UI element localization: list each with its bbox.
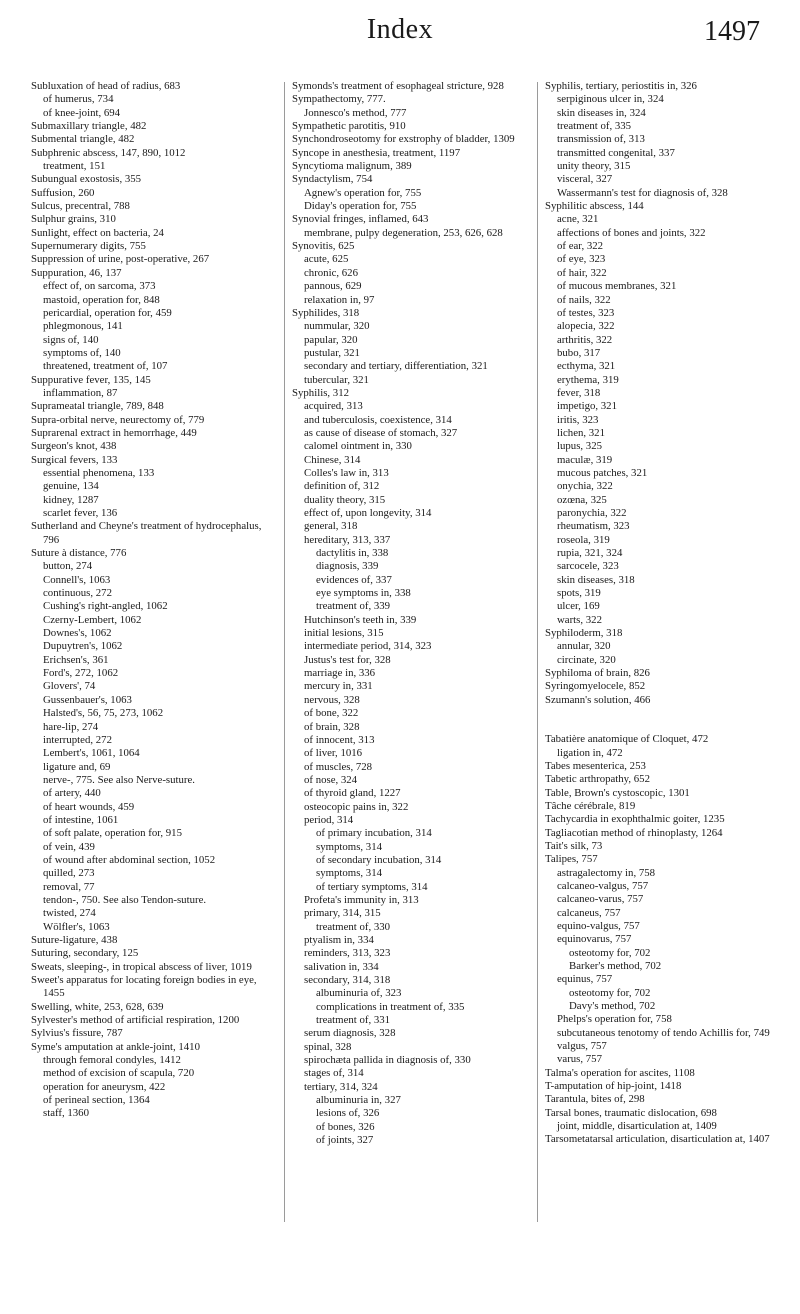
index-subentry: Erichsen's, 361 (43, 653, 109, 666)
index-subentry: period, 314 (304, 813, 354, 826)
index-entry: Tachycardia in exophthalmic goiter, 1235 (545, 813, 725, 826)
index-subentry: of soft palate, operation for, 915 (43, 827, 182, 840)
index-subentry: stages of, 314 (304, 1067, 364, 1080)
index-subentry: complications in treatment of, 335 (316, 1000, 465, 1013)
index-entry: Sylvester's method of artificial respiration, 1200 (31, 1014, 240, 1027)
index-subentry: Phelps's operation for, 758 (557, 1013, 672, 1026)
index-subentry: membrane, pulpy degeneration, 253, 626, 628 (304, 226, 503, 239)
index-column-1 (31, 80, 271, 1121)
index-subentry: quilled, 273 (43, 867, 95, 880)
index-subentry: rheumatism, 323 (557, 520, 630, 533)
index-column-3 (545, 80, 780, 1147)
index-subentry: ulcer, 169 (557, 600, 600, 613)
index-subentry: twisted, 274 (43, 907, 96, 920)
index-subentry: nervous, 328 (304, 693, 360, 706)
index-subentry: lupus, 325 (557, 440, 602, 453)
index-subentry: serpiginous ulcer in, 324 (557, 93, 664, 106)
index-subentry: interrupted, 272 (43, 733, 112, 746)
index-entry: Syphiloma of brain, 826 (545, 667, 650, 680)
index-entry: Sunlight, effect on bacteria, 24 (31, 226, 164, 239)
index-subentry: paronychia, 322 (557, 507, 627, 519)
index-subentry: of hair, 322 (557, 266, 607, 279)
index-subentry: Cushing's right-angled, 1062 (43, 600, 168, 613)
index-entry: Suture-ligature, 438 (31, 934, 118, 946)
column-divider (284, 82, 285, 1222)
index-subentry: button, 274 (43, 560, 93, 573)
index-entry: Syncytioma malignum, 389 (292, 160, 412, 173)
index-entry: Subluxation of head of radius, 683 (31, 80, 181, 92)
index-subentry: operation for aneurysm, 422 (43, 1080, 166, 1093)
index-subentry: fever, 318 (557, 386, 601, 399)
index-subentry: Wassermann's test for diagnosis of, 328 (557, 186, 728, 199)
index-entry: Symonds's treatment of esophageal stricture, 928 (292, 80, 504, 92)
index-entry: Subungual exostosis, 355 (31, 173, 142, 186)
index-entry: Tarantula, bites of, 298 (545, 1093, 645, 1106)
index-subentry: ozœna, 325 (557, 493, 607, 506)
index-subentry: treatment, 151 (43, 160, 106, 173)
index-subentry: tendon-, 750. See also Tendon-suture. (43, 893, 207, 906)
index-subentry: albuminuria of, 323 (316, 987, 402, 1000)
index-entry: Suturing, secondary, 125 (31, 947, 139, 960)
index-subentry: mucous patches, 321 (557, 466, 648, 479)
index-subentry: initial lesions, 315 (304, 627, 384, 640)
index-subentry: of nose, 324 (304, 773, 358, 786)
index-subentry: treatment of, 331 (316, 1014, 391, 1027)
index-subentry: Hutchinson's teeth in, 339 (304, 613, 417, 626)
index-subentry: and tuberculosis, coexistence, 314 (304, 413, 452, 426)
index-subentry: osteocopic pains in, 322 (304, 800, 409, 813)
index-subentry: Czerny-Lembert, 1062 (43, 613, 142, 626)
index-subentry: as cause of disease of stomach, 327 (304, 426, 458, 439)
index-subentry: iritis, 323 (557, 413, 599, 426)
index-subentry: valgus, 757 (557, 1040, 607, 1053)
index-subentry: bubo, 317 (557, 346, 601, 359)
index-entry: Talipes, 757 (545, 853, 598, 866)
index-entry: Supernumerary digits, 755 (31, 240, 146, 253)
index-subentry: removal, 77 (43, 880, 95, 893)
index-subentry: Lembert's, 1061, 1064 (43, 747, 140, 760)
index-subentry: unity theory, 315 (557, 160, 631, 173)
index-subentry: Colles's law in, 313 (304, 466, 389, 479)
index-subentry: osteotomy for, 702 (569, 986, 651, 999)
index-subentry: equinovarus, 757 (557, 933, 632, 946)
index-entry: Szumann's solution, 466 (545, 693, 651, 706)
index-entry: Talma's operation for ascites, 1108 (545, 1066, 695, 1079)
index-subentry: primary, 314, 315 (304, 907, 381, 920)
index-subentry: affections of bones and joints, 322 (557, 226, 706, 239)
index-subentry: pericardial, operation for, 459 (43, 306, 172, 319)
index-subentry: of liver, 1016 (304, 747, 363, 760)
index-subentry: of heart wounds, 459 (43, 800, 135, 813)
index-subentry: alopecia, 322 (557, 320, 615, 333)
index-entry: Submental triangle, 482 (31, 133, 135, 146)
index-entry: Submaxillary triangle, 482 (31, 120, 147, 133)
index-subentry: of ear, 322 (557, 240, 604, 253)
index-subentry: acute, 625 (304, 253, 349, 266)
index-subentry: ligature and, 69 (43, 760, 111, 773)
index-subentry: Jonnesco's method, 777 (304, 106, 407, 119)
index-entry: Tarsometatarsal articulation, disarticulation at, 1407 (545, 1133, 770, 1146)
index-subentry: calomel ointment in, 330 (304, 440, 412, 453)
index-subentry: nerve-, 775. See also Nerve-suture. (43, 773, 195, 786)
index-subentry: dactylitis in, 338 (316, 547, 389, 560)
index-subentry: phlegmonous, 141 (43, 320, 123, 333)
index-subentry: Chinese, 314 (304, 453, 361, 466)
index-subentry: Wölfler's, 1063 (43, 920, 110, 933)
index-subentry: of intestine, 1061 (43, 813, 119, 826)
index-subentry: diagnosis, 339 (316, 560, 379, 573)
index-subentry: of mucous membranes, 321 (557, 280, 677, 293)
index-subentry: Downes's, 1062 (43, 627, 112, 640)
index-entry: Tabetic arthropathy, 652 (545, 773, 650, 786)
index-entry: Tagliacotian method of rhinoplasty, 1264 (545, 826, 723, 839)
index-subentry: Diday's operation for, 755 (304, 200, 417, 213)
page-number: 1497 (704, 16, 760, 47)
index-subentry: mercury in, 331 (304, 680, 373, 693)
index-subentry: lesions of, 326 (316, 1107, 380, 1120)
index-subentry: albuminuria in, 327 (316, 1094, 401, 1107)
index-entry: Sympathectomy, 777. (292, 93, 386, 106)
index-subentry: method of excision of scapula, 720 (43, 1067, 195, 1080)
index-subentry: lichen, 321 (557, 426, 605, 439)
index-subentry: varus, 757 (557, 1053, 602, 1066)
index-entry: Tabes mesenterica, 253 (545, 759, 646, 772)
index-subentry: calcaneo-valgus, 757 (557, 879, 649, 892)
index-subentry: pannous, 629 (304, 280, 362, 293)
index-subentry: symptoms, 314 (316, 840, 382, 853)
index-subentry: of testes, 323 (557, 306, 615, 319)
index-subentry: continuous, 272 (43, 587, 112, 600)
index-subentry: Dupuytren's, 1062 (43, 640, 123, 653)
index-subentry: osteotomy for, 702 (569, 946, 651, 959)
index-subentry: kidney, 1287 (43, 493, 99, 506)
index-entry: Suprameatal triangle, 789, 848 (31, 400, 164, 413)
index-subentry: hare-lip, 274 (43, 720, 99, 733)
index-subentry: of bone, 322 (304, 707, 359, 720)
index-subentry: signs of, 140 (43, 333, 99, 346)
index-entry: Sutherland and Cheyne's treatment of hydrocephalus, 796 (31, 520, 262, 546)
index-subentry: Glovers', 74 (43, 680, 96, 693)
index-entry: Suture à distance, 776 (31, 547, 127, 560)
index-entry: Suppression of urine, post-operative, 267 (31, 253, 210, 266)
index-entry: Synchondroseotomy for exstrophy of bladder, 1309 (292, 133, 515, 146)
index-subentry: of bones, 326 (316, 1120, 375, 1133)
index-subentry: of wound after abdominal section, 1052 (43, 853, 216, 866)
index-subentry: through femoral condyles, 1412 (43, 1054, 181, 1067)
index-subentry: ptyalism in, 334 (304, 934, 374, 946)
index-entry: Table, Brown's cystoscopic, 1301 (545, 786, 690, 799)
index-subentry: Halsted's, 56, 75, 273, 1062 (43, 707, 164, 720)
index-subentry: intermediate period, 314, 323 (304, 640, 432, 653)
index-subentry: transmitted congenital, 337 (557, 146, 675, 159)
index-subentry: secondary, 314, 318 (304, 974, 391, 987)
index-subentry: acquired, 313 (304, 400, 363, 413)
index-subentry: Agnew's operation for, 755 (304, 186, 422, 199)
index-subentry: of knee-joint, 694 (43, 106, 121, 119)
index-subentry: of humerus, 734 (43, 93, 114, 106)
index-subentry: of muscles, 728 (304, 760, 373, 773)
index-entry: Sulcus, precentral, 788 (31, 200, 130, 213)
index-subentry: essential phenomena, 133 (43, 466, 155, 479)
letter-section-gap (545, 707, 780, 733)
index-subentry: Connell's, 1063 (43, 573, 111, 586)
index-entry: Sympathetic parotitis, 910 (292, 120, 406, 133)
index-subentry: rupia, 321, 324 (557, 547, 623, 560)
index-subentry: skin diseases in, 324 (557, 106, 646, 119)
column-divider (537, 82, 538, 1222)
index-subentry: staff, 1360 (43, 1107, 89, 1120)
index-entry: T-amputation of hip-joint, 1418 (545, 1080, 682, 1093)
index-subentry: roseola, 319 (557, 533, 610, 546)
index-subentry: treatment of, 330 (316, 920, 391, 933)
index-subentry: Justus's test for, 328 (304, 653, 391, 666)
index-subentry: sarcocele, 323 (557, 560, 619, 573)
index-subentry: definition of, 312 (304, 480, 380, 493)
index-entry: Subphrenic abscess, 147, 890, 1012 (31, 146, 186, 159)
index-entry: Suppuration, 46, 137 (31, 266, 122, 279)
index-subentry: calcaneus, 757 (557, 906, 621, 919)
index-entry: Suppurative fever, 135, 145 (31, 373, 151, 386)
index-subentry: pustular, 321 (304, 346, 360, 359)
index-subentry: erythema, 319 (557, 373, 619, 386)
index-subentry: equinus, 757 (557, 973, 613, 986)
index-subentry: joint, middle, disarticulation at, 1409 (557, 1120, 717, 1133)
page-title: Index (366, 14, 434, 45)
index-subentry: of joints, 327 (316, 1134, 374, 1147)
index-subentry: of tertiary symptoms, 314 (316, 880, 428, 893)
index-entry: Sulphur grains, 310 (31, 213, 116, 226)
index-entry: Synovitis, 625 (292, 240, 355, 253)
index-subentry: ligation in, 472 (557, 746, 623, 759)
index-subentry: mastoid, operation for, 848 (43, 293, 160, 306)
index-subentry: effect of, upon longevity, 314 (304, 507, 432, 519)
index-subentry: circinate, 320 (557, 653, 616, 666)
index-subentry: skin diseases, 318 (557, 573, 635, 586)
index-entry: Syphiloderm, 318 (545, 627, 623, 640)
index-subentry: transmission of, 313 (557, 133, 645, 146)
index-entry: Syphilis, 312 (292, 386, 349, 399)
index-subentry: of eye, 323 (557, 253, 606, 266)
index-subentry: symptoms, 314 (316, 867, 382, 880)
index-entry: Suffusion, 260 (31, 186, 95, 199)
index-subentry: of nails, 322 (557, 293, 611, 306)
index-subentry: spinal, 328 (304, 1040, 352, 1053)
index-subentry: Gussenbauer's, 1063 (43, 693, 132, 706)
index-entry: Syphilitic abscess, 144 (545, 200, 644, 213)
index-subentry: secondary and tertiary, differentiation, 321 (304, 360, 488, 373)
index-subentry: warts, 322 (557, 613, 602, 626)
index-subentry: serum diagnosis, 328 (304, 1027, 396, 1040)
index-subentry: of perineal section, 1364 (43, 1094, 150, 1107)
index-entry: Syncope in anesthesia, treatment, 1197 (292, 146, 461, 159)
index-subentry: marriage in, 336 (304, 667, 376, 680)
index-entry: Sweats, sleeping-, in tropical abscess of liver, 1019 (31, 960, 252, 973)
index-entry: Syme's amputation at ankle-joint, 1410 (31, 1040, 200, 1053)
index-subentry: spirochæta pallida in diagnosis of, 330 (304, 1054, 471, 1067)
index-entry: Supra-orbital nerve, neurectomy of, 779 (31, 413, 205, 426)
index-entry: Tâche cérébrale, 819 (545, 799, 636, 812)
index-subentry: of innocent, 313 (304, 733, 375, 746)
index-subentry: genuine, 134 (43, 480, 99, 493)
index-entry: Tarsal bones, traumatic dislocation, 698 (545, 1106, 717, 1119)
index-entry: Surgeon's knot, 438 (31, 440, 117, 453)
index-subentry: nummular, 320 (304, 320, 370, 333)
index-subentry: impetigo, 321 (557, 400, 617, 413)
index-subentry: treatment of, 335 (557, 120, 632, 133)
index-entry: Synovial fringes, inflamed, 643 (292, 213, 429, 226)
index-subentry: evidences of, 337 (316, 573, 392, 586)
index-subentry: astragalectomy in, 758 (557, 866, 656, 879)
index-subentry: papular, 320 (304, 333, 358, 346)
index-subentry: effect of, on sarcoma, 373 (43, 280, 156, 293)
index-entry: Tabatière anatomique of Cloquet, 472 (545, 733, 709, 746)
index-subentry: treatment of, 339 (316, 600, 391, 613)
index-subentry: symptoms of, 140 (43, 346, 121, 359)
index-subentry: reminders, 313, 323 (304, 947, 391, 960)
index-column-2 (292, 80, 532, 1148)
index-subentry: relaxation in, 97 (304, 293, 375, 306)
index-entry: Syndactylism, 754 (292, 173, 373, 186)
index-subentry: Barker's method, 702 (569, 960, 662, 972)
index-subentry: ecthyma, 321 (557, 360, 616, 373)
index-subentry: inflammation, 87 (43, 386, 118, 399)
index-subentry: salivation in, 334 (304, 960, 379, 973)
index-entry: Tait's silk, 73 (545, 839, 603, 852)
index-entry: Syphilides, 318 (292, 306, 360, 319)
index-entry: Sweet's apparatus for locating foreign bodies in eye, 1455 (31, 974, 257, 1000)
index-subentry: subcutaneous tenotomy of tendo Achillis for, 749 (557, 1026, 770, 1039)
index-subentry: spots, 319 (557, 587, 601, 600)
index-subentry: tubercular, 321 (304, 373, 369, 386)
index-subentry: Profeta's immunity in, 313 (304, 893, 419, 906)
index-subentry: scarlet fever, 136 (43, 507, 118, 519)
index-subentry: arthritis, 322 (557, 333, 613, 346)
index-subentry: duality theory, 315 (304, 493, 386, 506)
index-subentry: Davy's method, 702 (569, 1000, 656, 1013)
index-subentry: of secondary incubation, 314 (316, 853, 442, 866)
index-subentry: hereditary, 313, 337 (304, 533, 391, 546)
index-subentry: equino-valgus, 757 (557, 919, 640, 932)
index-subentry: calcaneo-varus, 757 (557, 893, 644, 906)
index-subentry: Ford's, 272, 1062 (43, 667, 119, 680)
index-subentry: maculæ, 319 (557, 453, 613, 466)
index-subentry: of artery, 440 (43, 787, 101, 800)
index-entry: Surgical fevers, 133 (31, 453, 118, 466)
index-subentry: onychia, 322 (557, 480, 613, 493)
index-subentry: chronic, 626 (304, 266, 358, 279)
index-entry: Sylvius's fissure, 787 (31, 1027, 123, 1040)
index-subentry: of primary incubation, 314 (316, 827, 432, 840)
index-subentry: threatened, treatment of, 107 (43, 360, 168, 373)
index-subentry: annular, 320 (557, 640, 611, 653)
index-subentry: of thyroid gland, 1227 (304, 787, 401, 800)
index-entry: Syringomyelocele, 852 (545, 680, 646, 693)
index-entry: Syphilis, tertiary, periostitis in, 326 (545, 80, 697, 92)
index-entry: Suprarenal extract in hemorrhage, 449 (31, 426, 197, 439)
index-subentry: general, 318 (304, 520, 358, 533)
index-subentry: eye symptoms in, 338 (316, 587, 411, 600)
index-subentry: of brain, 328 (304, 720, 360, 733)
index-subentry: acne, 321 (557, 213, 599, 226)
index-entry: Swelling, white, 253, 628, 639 (31, 1000, 164, 1013)
index-subentry: of vein, 439 (43, 840, 95, 853)
index-subentry: visceral, 327 (557, 173, 613, 186)
index-subentry: tertiary, 314, 324 (304, 1080, 378, 1093)
